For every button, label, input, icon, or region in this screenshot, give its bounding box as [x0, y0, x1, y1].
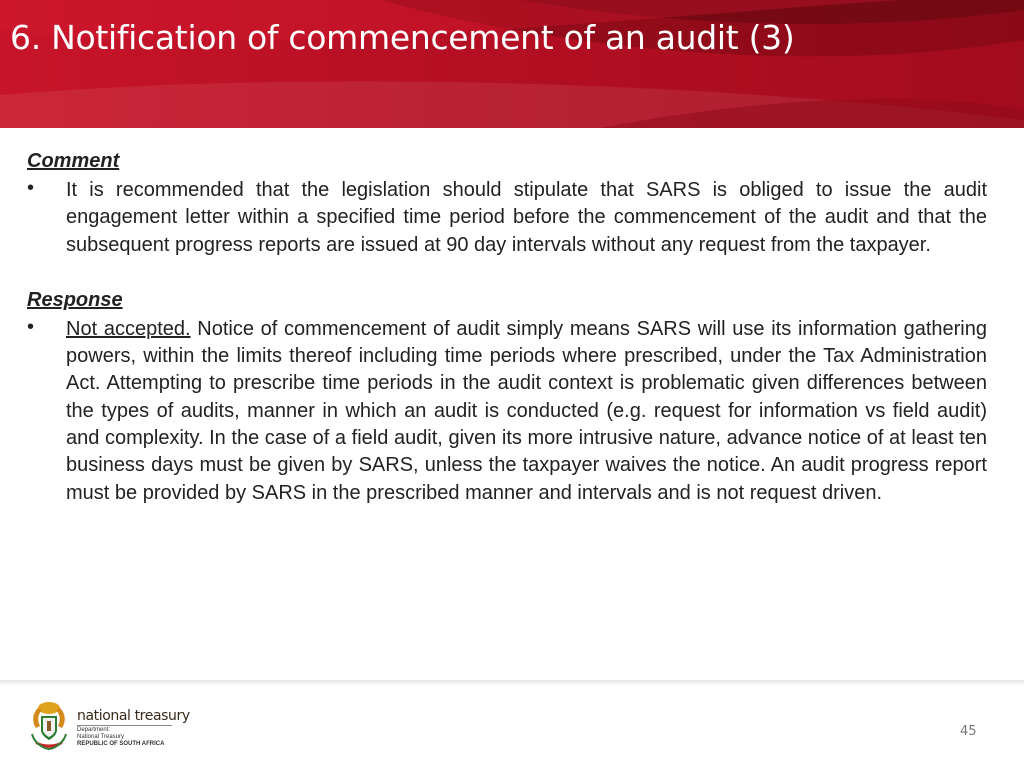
org-name: national treasury [77, 708, 190, 724]
response-body: Notice of commencement of audit simply means SARS will use its information gathering powers, within the limits thereof including time periods where prescribed, under the Tax Administration Act. Attempting to prescribe time periods in the audit context is problematic given differences between the types of audits, manner in which an audit is conducted (e.g. request for information vs field audit) and complexity. In the case of a field audit, given its more intrusive nature, advance notice of at least ten business days must be given by SARS, unless the taxpayer waives the notice. An audit progress report must be provided by SARS in the prescribed manner and intervals and is not request driven. [66, 317, 987, 504]
bullet-icon: • [27, 177, 35, 199]
org-divider [77, 725, 172, 726]
bullet-icon: • [27, 315, 35, 338]
response-lead: Not accepted. [66, 317, 191, 340]
coat-of-arms-icon [28, 700, 70, 752]
footer-divider [0, 680, 1024, 686]
national-treasury-logo [28, 700, 188, 755]
comment-text: It is recommended that the legislation should stipulate that SARS is obliged to issue the audit engagement letter within a specified time period before the commencement of the audit and that the subsequent progress reports are issued at 90 day intervals without any request from the taxpayer. [66, 179, 987, 256]
response-text [66, 316, 987, 507]
response-bullet [27, 316, 987, 507]
org-line-3: REPUBLIC OF SOUTH AFRICA [77, 741, 165, 747]
comment-bullet [27, 177, 987, 259]
response-heading: Response [27, 288, 123, 311]
slide-title: 6. Notification of commencement of an audit (3) [10, 18, 795, 57]
page-number: 45 [960, 724, 977, 739]
title-banner [0, 0, 1024, 128]
slide-body [27, 150, 987, 507]
org-line-1: Department: [77, 727, 111, 733]
comment-heading: Comment [27, 150, 120, 172]
org-line-2: National Treasury [77, 734, 125, 740]
